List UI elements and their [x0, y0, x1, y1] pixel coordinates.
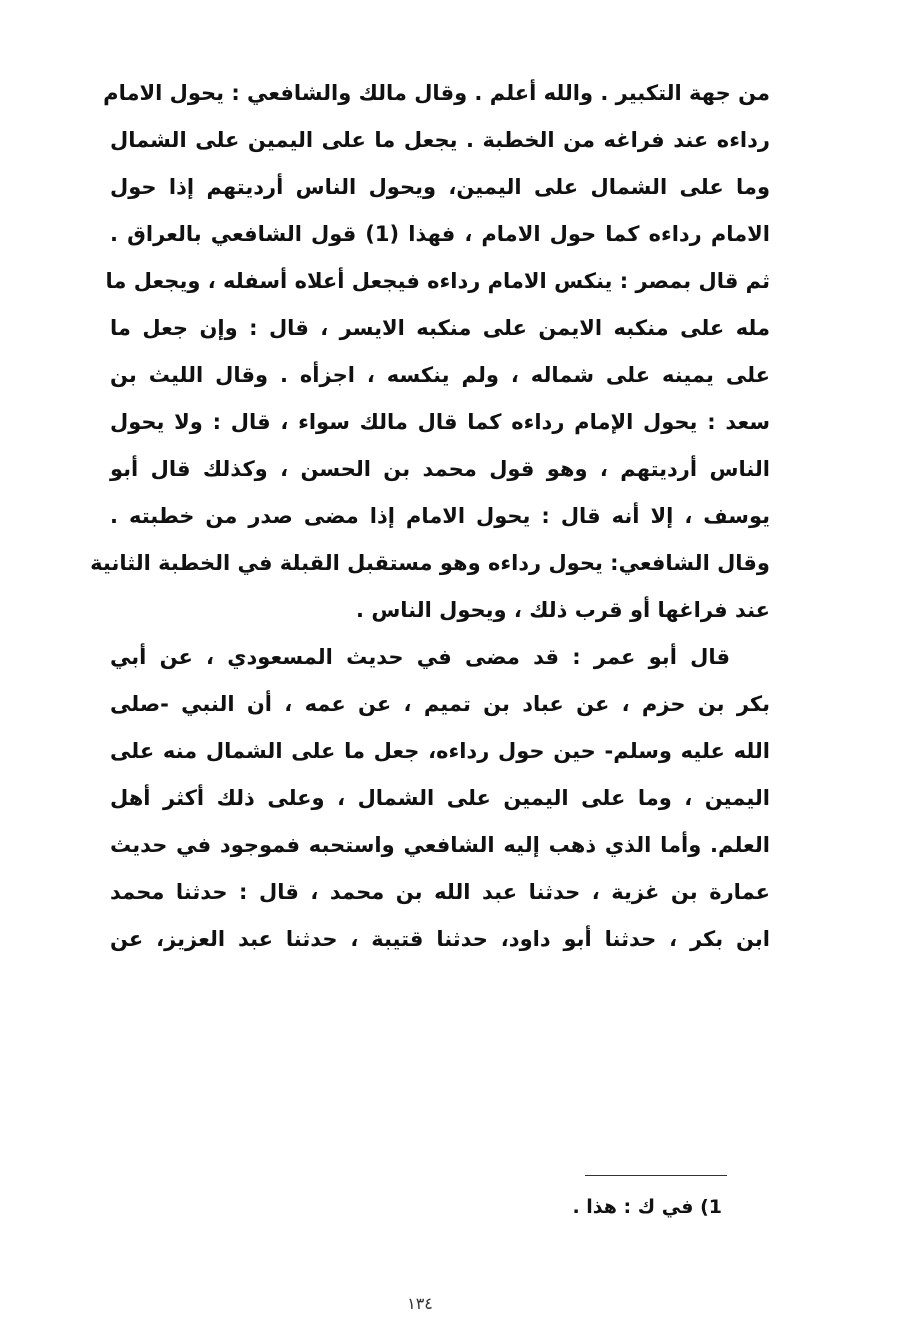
text-line: رداءه عند فراغه من الخطبة . يجعل ما على اليمين على الشمال: [110, 128, 770, 152]
text-line: سعد : يحول الإمام رداءه كما قال مالك سواء ، قال : ولا يحول: [110, 410, 770, 434]
text-line: يوسف ، إلا أنه قال : يحول الامام إذا مضى صدر من خطبته .: [110, 504, 770, 528]
text-line: من جهة التكبير . والله أعلم . وقال مالك والشافعي : يحول الامام: [103, 81, 770, 105]
text-line: عمارة بن غزية ، حدثنا عبد الله بن محمد ، قال : حدثنا محمد: [110, 880, 770, 904]
footnote-separator: [585, 1175, 727, 1176]
text-line: بكر بن حزم ، عن عباد بن تميم ، عن عمه ، أن النبي -صلى: [110, 692, 770, 716]
text-line: الله عليه وسلم- حين حول رداءه، جعل ما على الشمال منه على: [110, 739, 770, 763]
footnote: 1) في ك : هذا .: [572, 1196, 722, 1218]
text-line: وقال الشافعي: يحول رداءه وهو مستقبل القبلة في الخطبة الثانية: [90, 551, 770, 575]
text-line: اليمين ، وما على اليمين على الشمال ، وعلى ذلك أكثر أهل: [110, 786, 770, 810]
text-line: ابن بكر ، حدثنا أبو داود، حدثنا قتيبة ، حدثنا عبد العزيز، عن: [110, 927, 770, 951]
text-line: ثم قال بمصر : ينكس الامام رداءه فيجعل أعلاه أسفله ، ويجعل ما: [105, 269, 770, 293]
paragraph-1: [90, 70, 770, 634]
text-line: قال أبو عمر : قد مضى في حديث المسعودي ، عن أبي: [110, 645, 730, 669]
text-line: مله على منكبه الايمن على منكبه الايسر ، قال : وإن جعل ما: [110, 316, 770, 340]
text-line: الناس أرديتهم ، وهو قول محمد بن الحسن ، وكذلك قال أبو: [110, 457, 770, 481]
text-line: وما على الشمال على اليمين، ويحول الناس أرديتهم إذا حول: [110, 175, 770, 199]
paragraph-2: [110, 634, 770, 963]
page-number: ١٣٤: [407, 1294, 433, 1313]
text-line: العلم. وأما الذي ذهب إليه الشافعي واستحبه فموجود في حديث: [110, 833, 770, 857]
text-line: على يمينه على شماله ، ولم ينكسه ، اجزأه . وقال الليث بن: [110, 363, 770, 387]
text-line: الامام رداءه كما حول الامام ، فهذا (1) قول الشافعي بالعراق .: [110, 222, 770, 246]
text-line: عند فراغها أو قرب ذلك ، ويحول الناس .: [356, 598, 770, 622]
